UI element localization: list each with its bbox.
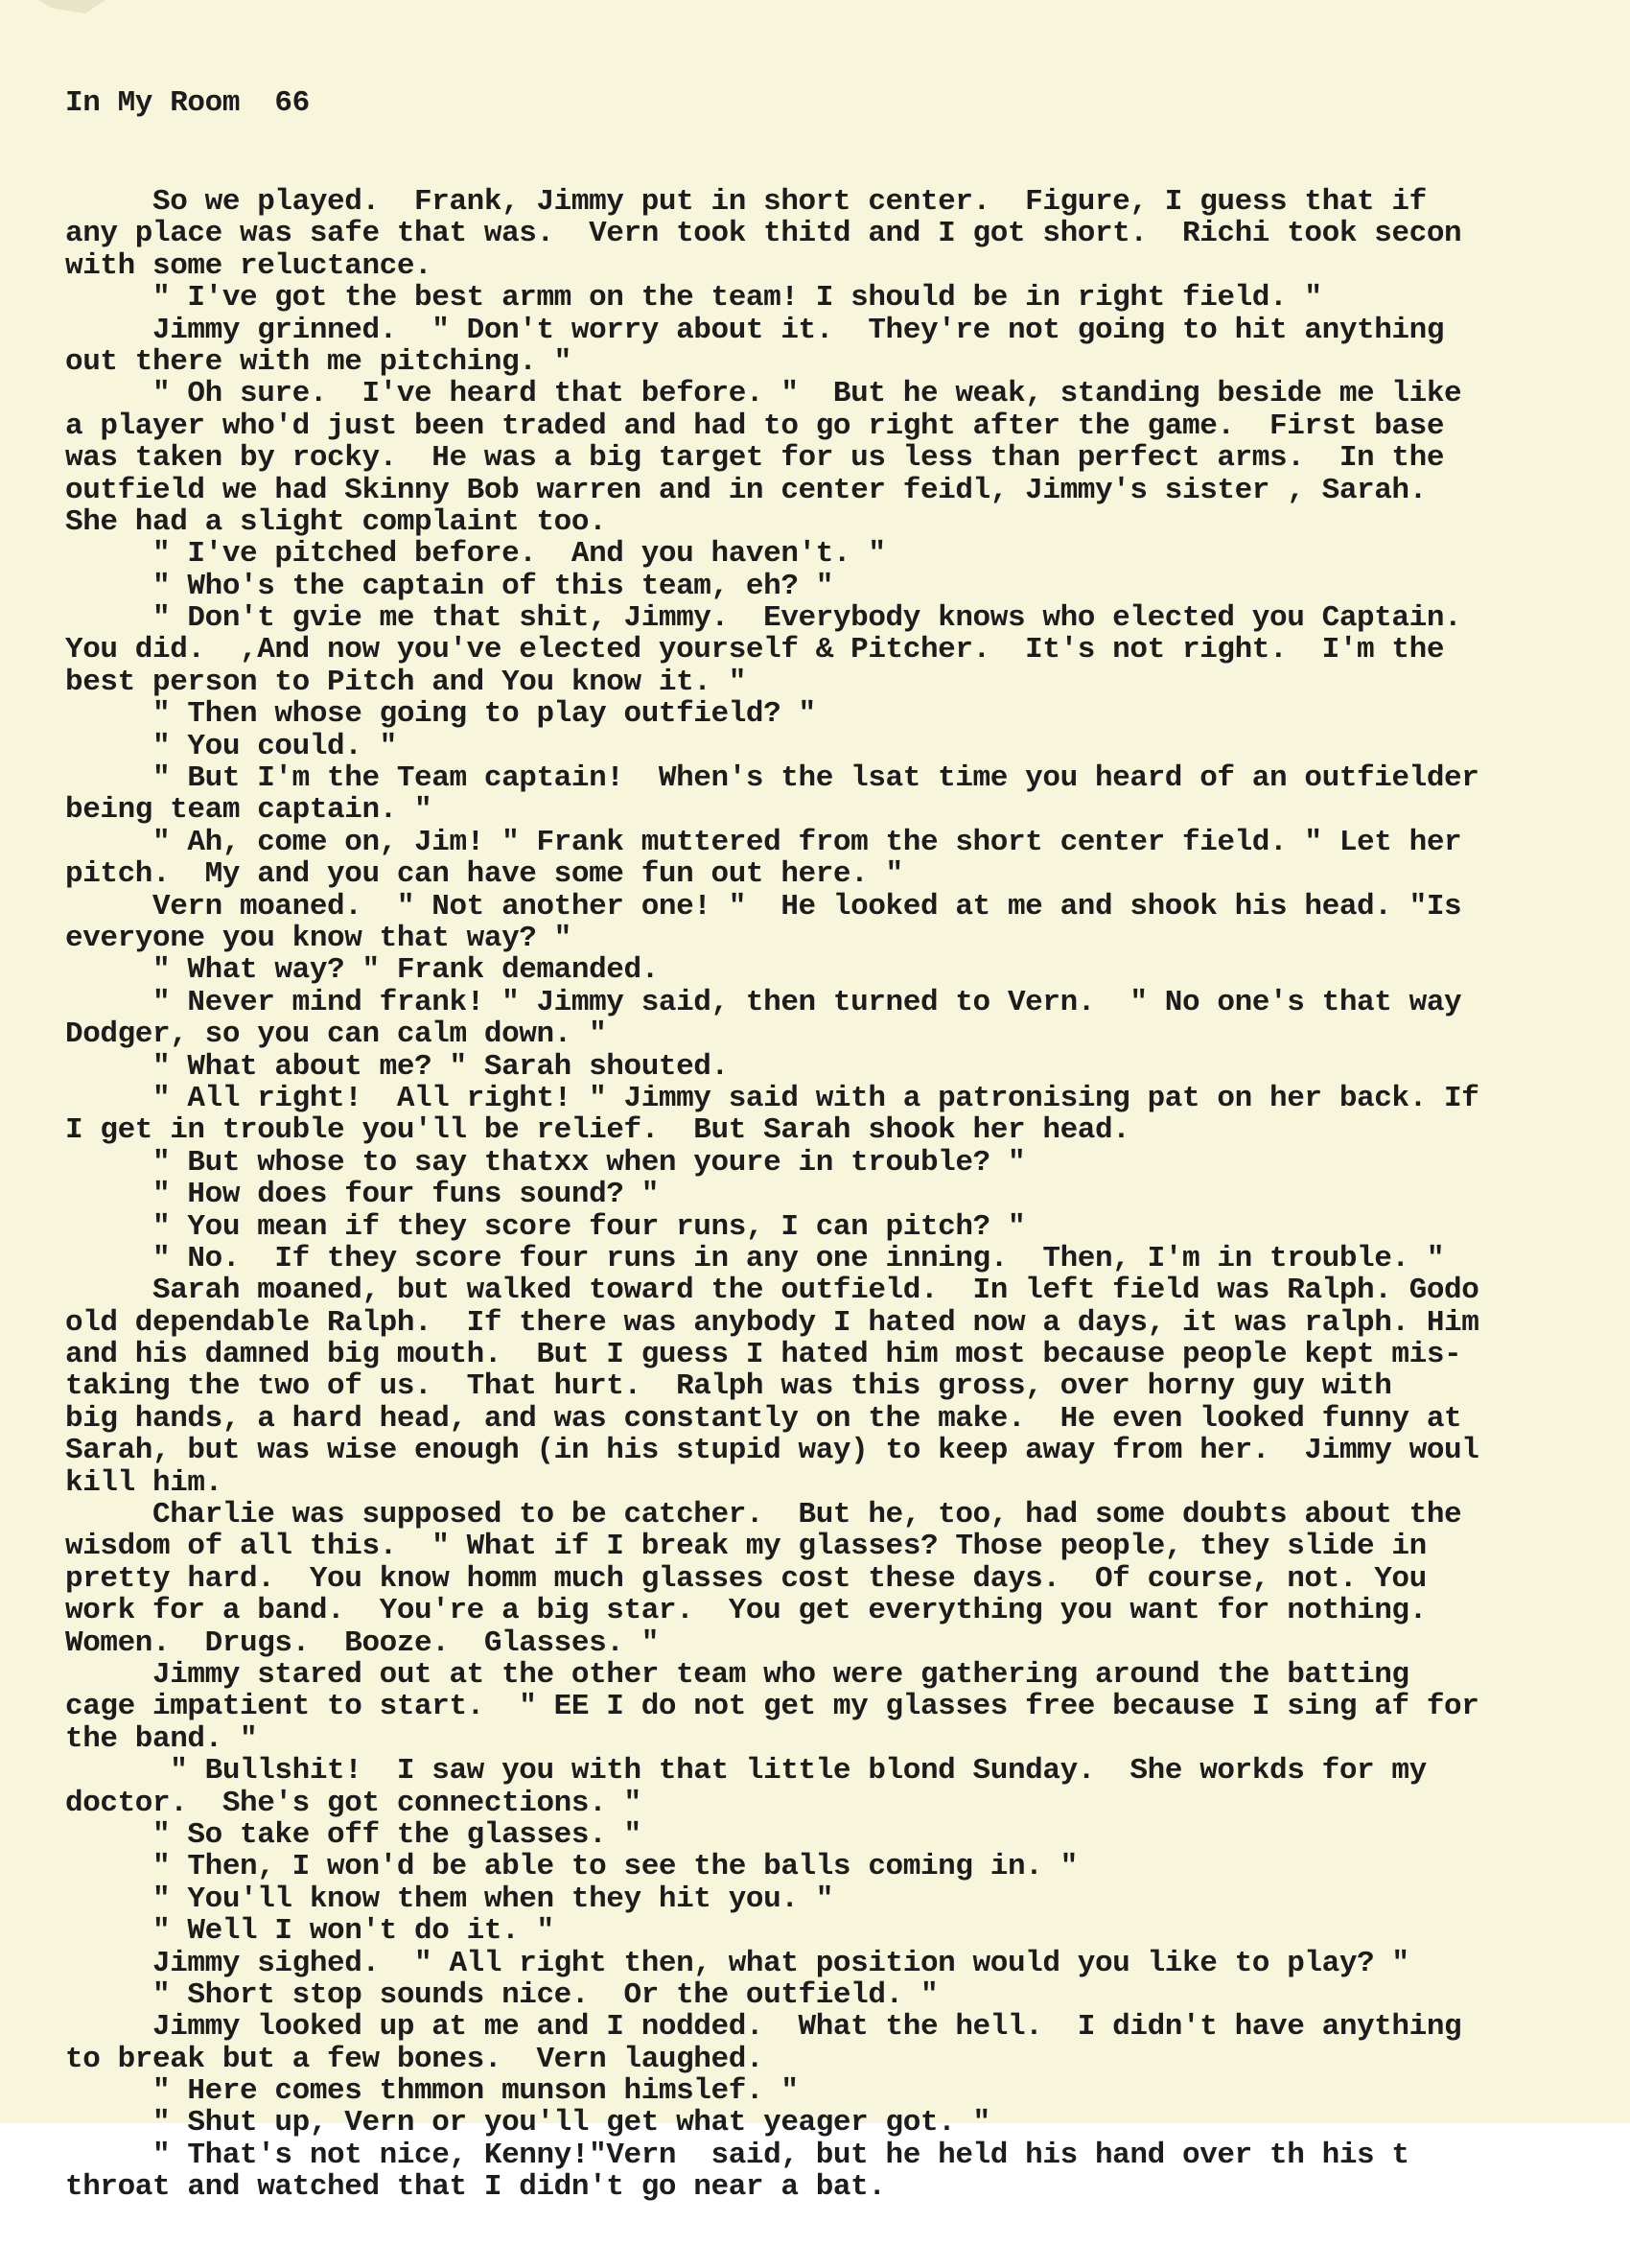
text-line: You did. ,And now you've elected yourself & Pitcher. It's not right. I'm the bbox=[65, 633, 1445, 667]
text-line: " What about me? " Sarah shouted. bbox=[65, 1049, 729, 1084]
text-line: " I've pitched before. And you haven't. " bbox=[65, 537, 886, 572]
text-line: pretty hard. You know homm much glasses cost these days. Of course, not. You bbox=[65, 1561, 1427, 1596]
text-line: " Well I won't do it. " bbox=[65, 1914, 554, 1949]
text-line: I get in trouble you'll be relief. But Sarah shook her head. bbox=[65, 1113, 1130, 1148]
text-line: the band. " bbox=[65, 1721, 258, 1756]
text-line: Dodger, so you can calm down. " bbox=[65, 1017, 607, 1052]
text-line: Women. Drugs. Booze. Glasses. " bbox=[65, 1625, 659, 1660]
text-line: " Then whose going to play outfield? " bbox=[65, 697, 816, 732]
text-line: " Never mind frank! " Jimmy said, then turned to Vern. " No one's that way bbox=[65, 985, 1462, 1019]
text-line: throat and watched that I didn't go near a bat. bbox=[65, 2170, 886, 2205]
torn-corner bbox=[38, 0, 105, 13]
text-line: " You'll know them when they hit you. " bbox=[65, 1882, 833, 1916]
text-line: old dependable Ralph. If there was anybody I hated now a days, it was ralph. Him bbox=[65, 1305, 1479, 1340]
text-line: Charlie was supposed to be catcher. But he, too, had some doubts about the bbox=[65, 1498, 1462, 1532]
text-line: " But I'm the Team captain! When's the lsat time you heard of an outfielder bbox=[65, 761, 1479, 796]
typescript-body bbox=[65, 23, 1623, 2267]
text-line: taking the two of us. That hurt. Ralph was this gross, over horny guy with bbox=[65, 1369, 1392, 1404]
text-line: was taken by rocky. He was a big target for us less than perfect arms. In the bbox=[65, 441, 1445, 476]
text-line: Sarah, but was wise enough (in his stupid way) to keep away from her. Jimmy woul bbox=[65, 1434, 1479, 1468]
text-line: " Don't gvie me that shit, Jimmy. Everybody knows who elected you Captain. bbox=[65, 601, 1462, 636]
text-line: out there with me pitching. " bbox=[65, 344, 571, 379]
text-line: " Who's the captain of this team, eh? " bbox=[65, 569, 833, 603]
text-line: " Short stop sounds nice. Or the outfield. " bbox=[65, 1977, 939, 2012]
text-line: " Here comes thmmon munson himslef. " bbox=[65, 2074, 799, 2109]
text-line: Vern moaned. " Not another one! " He looked at me and shook his head. "Is bbox=[65, 889, 1462, 924]
text-line: Sarah moaned, but walked toward the outfield. In left field was Ralph. Godo bbox=[65, 1274, 1479, 1308]
text-line: " You mean if they score four runs, I can pitch? " bbox=[65, 1209, 1026, 1244]
text-line: " You could. " bbox=[65, 729, 397, 763]
text-line: She had a slight complaint too. bbox=[65, 504, 607, 539]
text-line: " That's not nice, Kenny!"Vern said, but he held his hand over th his t bbox=[65, 2138, 1409, 2172]
text-line: doctor. She's got connections. " bbox=[65, 1786, 641, 1820]
text-line: work for a band. You're a big star. You get everything you want for nothing. bbox=[65, 1594, 1427, 1628]
text-line: any place was safe that was. Vern took thitd and I got short. Richi took secon bbox=[65, 217, 1462, 251]
text-line: being team captain. " bbox=[65, 793, 432, 828]
text-line: " How does four funs sound? " bbox=[65, 1178, 659, 1212]
text-line: " Ah, come on, Jim! " Frank muttered from the short center field. " Let her bbox=[65, 825, 1462, 859]
text-line: to break but a few bones. Vern laughed. bbox=[65, 2042, 764, 2076]
text-line: " But whose to say thatxx when youre in trouble? " bbox=[65, 1145, 1026, 1180]
text-line: kill him. bbox=[65, 1465, 222, 1500]
text-line: " All right! All right! " Jimmy said with a patronising pat on her back. If bbox=[65, 1081, 1479, 1115]
text-line: big hands, a hard head, and was constantly on the make. He even looked funny at bbox=[65, 1401, 1462, 1436]
text-line: and his damned big mouth. But I guess I hated him most because people kept mis- bbox=[65, 1338, 1462, 1372]
text-line: Jimmy sighed. " All right then, what position would you like to play? " bbox=[65, 1946, 1409, 1980]
text-line: Jimmy stared out at the other team who were gathering around the batting bbox=[65, 1657, 1409, 1692]
text-line: a player who'd just been traded and had to go right after the game. First base bbox=[65, 409, 1445, 443]
text-line: " Shut up, Vern or you'll get what yeager got. " bbox=[65, 2106, 990, 2140]
text-line: best person to Pitch and You know it. " bbox=[65, 665, 746, 699]
text-line: with some reluctance. bbox=[65, 248, 432, 283]
text-lines bbox=[65, 186, 1623, 2204]
text-line: wisdom of all this. " What if I break my glasses? Those people, they slide in bbox=[65, 1530, 1427, 1564]
text-line: " What way? " Frank demanded. bbox=[65, 953, 659, 988]
text-line: " Oh sure. I've heard that before. " But he weak, standing beside me like bbox=[65, 377, 1462, 411]
text-line: cage impatient to start. " EE I do not get my glasses free because I sing af for bbox=[65, 1690, 1479, 1724]
text-line: Jimmy grinned. " Don't worry about it. They're not going to hit anything bbox=[65, 313, 1445, 347]
text-line: Jimmy looked up at me and I nodded. What the hell. I didn't have anything bbox=[65, 2010, 1462, 2045]
text-line: " I've got the best armm on the team! I should be in right field. " bbox=[65, 281, 1322, 316]
text-line: " Then, I won'd be able to see the balls coming in. " bbox=[65, 1850, 1078, 1884]
text-line: outfield we had Skinny Bob warren and in center feidl, Jimmy's sister , Sarah. bbox=[65, 473, 1427, 507]
text-line: " Bullshit! I saw you with that little blond Sunday. She workds for my bbox=[65, 1754, 1427, 1789]
text-line: So we played. Frank, Jimmy put in short center. Figure, I guess that if bbox=[65, 185, 1427, 220]
text-line: pitch. My and you can have some fun out here. " bbox=[65, 857, 903, 892]
text-line: " So take off the glasses. " bbox=[65, 1817, 641, 1852]
text-line: " No. If they score four runs in any one inning. Then, I'm in trouble. " bbox=[65, 1241, 1445, 1275]
page-header: In My Room 66 bbox=[65, 85, 310, 120]
text-line: everyone you know that way? " bbox=[65, 922, 571, 955]
